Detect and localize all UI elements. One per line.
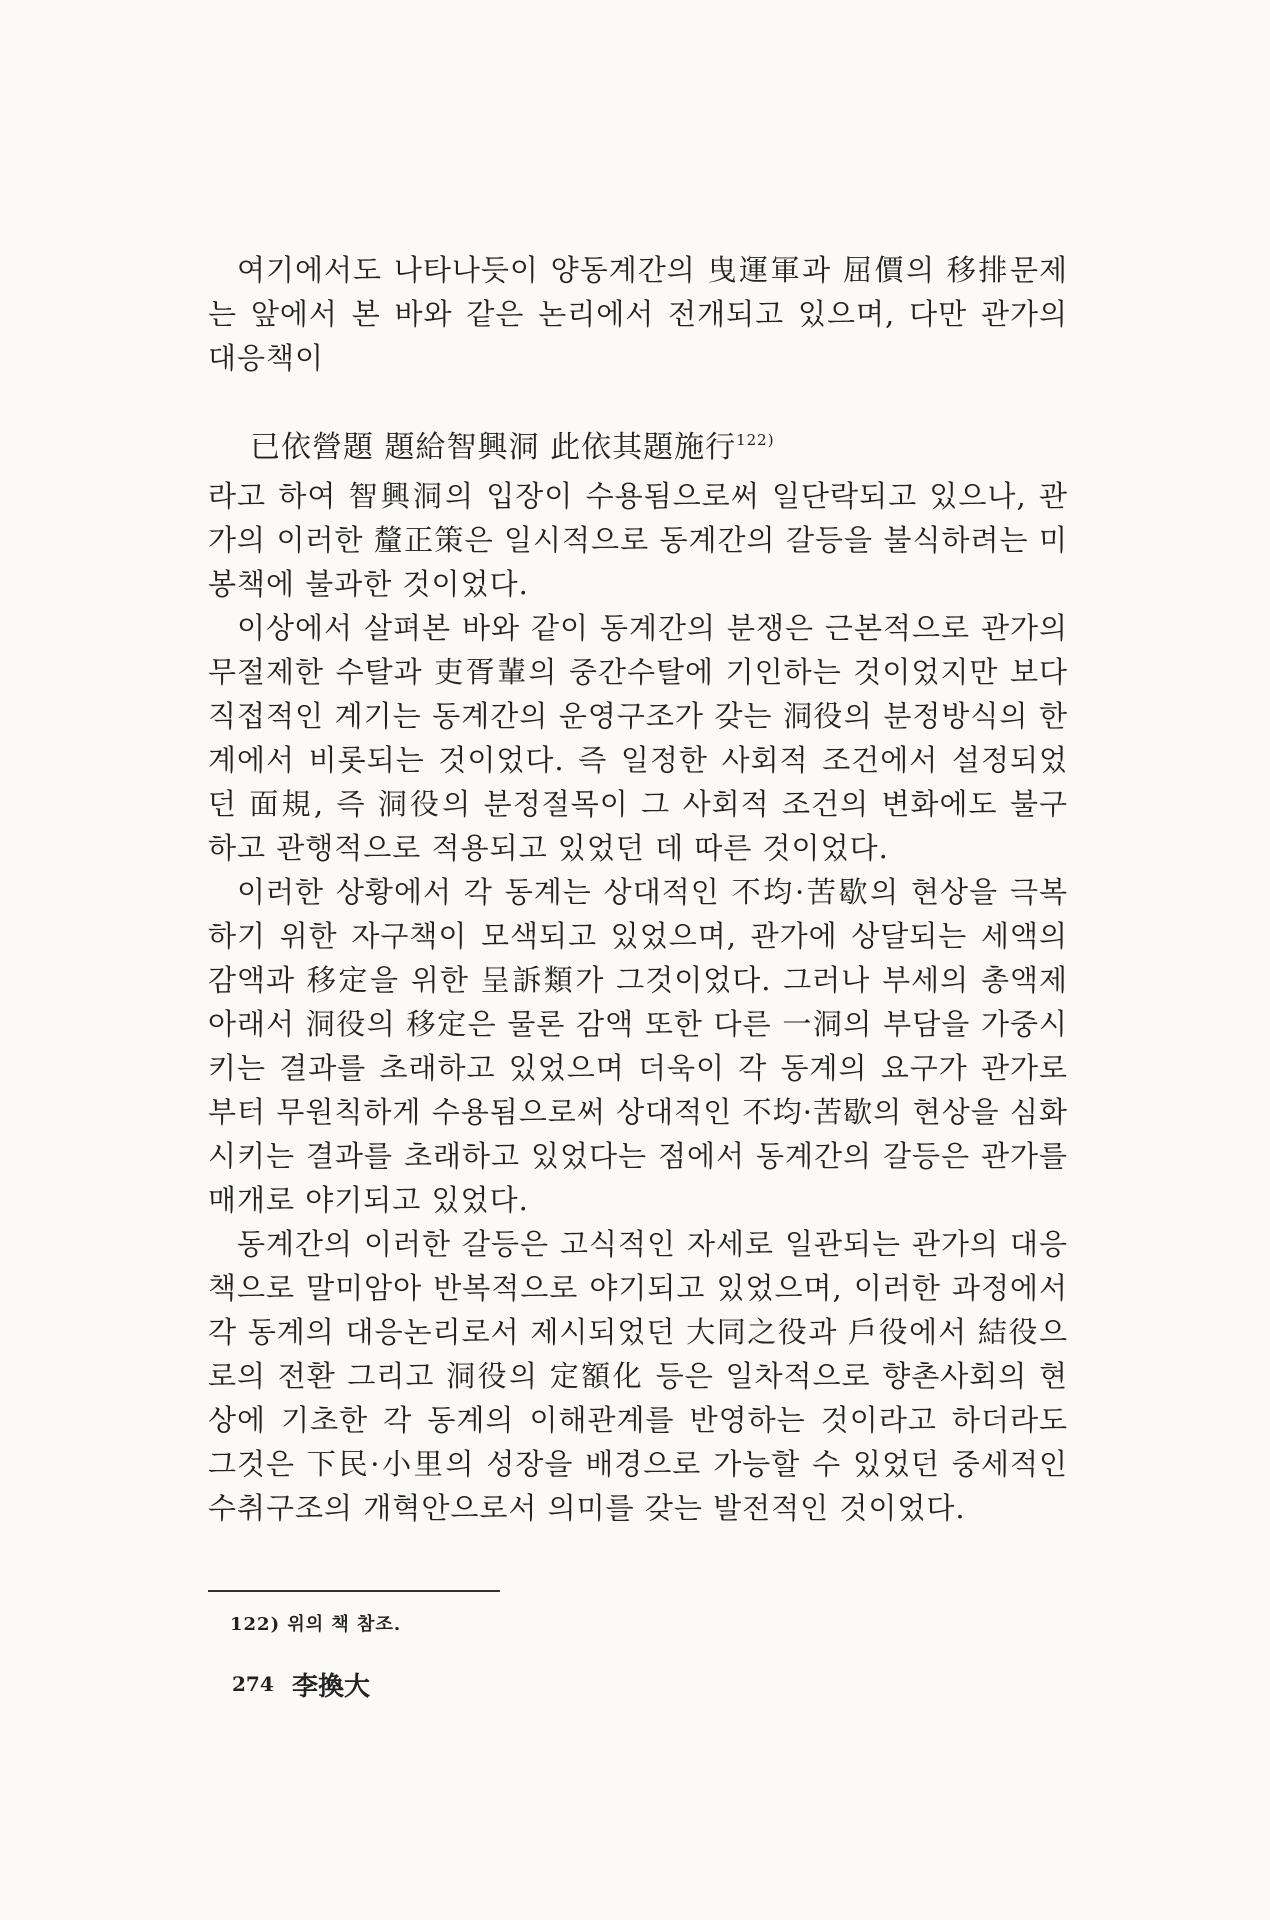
page-number: 274	[232, 1672, 274, 1696]
footnote-ref-122: 122)	[736, 431, 775, 449]
paragraph-5: 동계간의 이러한 갈등은 고식적인 자세로 일관되는 관가의 대응책으로 말미암아 반복적으로 야기되고 있었으며, 이러한 과정에서 각 동계의 대응논리로서 제시되었던 大同之役과 戶役에서 結役으로의 전환 그리고 洞役의 定額化 등은 일차적으로 향촌사회의 현상에 기초한 각 동계의 이해관계를 반영하는 것이라고 하더라도 그것은 下民·小里의 성장을 배경으로 가능할 수 있었던 중세적인 수취구조의 개혁안으로서 의미를 갖는 발전적인 것이었다.	[208, 1227, 1068, 1525]
paragraph-2: 라고 하여 智興洞의 입장이 수용됨으로써 일단락되고 있으나, 관가의 이러한 釐正策은 일시적으로 동계간의 갈등을 불식하려는 미봉책에 불과한 것이었다.	[208, 479, 1068, 601]
quote-text: 已依營題 題給智興洞 此依其題施行	[250, 430, 737, 465]
paragraph-4: 이러한 상황에서 각 동계는 상대적인 不均·苦歇의 현상을 극복하기 위한 자구책이 모색되고 있었으며, 관가에 상달되는 세액의 감액과 移定을 위한 呈訴類가 그것이었다. 그러나 부세의 총액제 아래서 洞役의 移定은 물론 감액 또한 다른 一洞의 부담을 가중시키는 결과를 초래하고 있었으며 더욱이 각 동계의 요구가 관가로부터 무원칙하게 수용됨으로써 상대적인 不均·苦歇의 현상을 심화시키는 결과를 초래하고 있었다는 점에서 동계간의 갈등은 관가를 매개로 야기되고 있었다.	[208, 875, 1068, 1217]
body-text	[208, 474, 1068, 1530]
footnote-122: 122) 위의 책 참조.	[230, 1614, 402, 1635]
paragraph-3: 이상에서 살펴본 바와 같이 동계간의 분쟁은 근본적으로 관가의 무절제한 수탈과 吏胥輩의 중간수탈에 기인하는 것이었지만 보다 직접적인 계기는 동계간의 운영구조가 갖는 洞役의 분정방식의 한계에서 비롯되는 것이었다. 즉 일정한 사회적 조건에서 설정되었던 面規, 즉 洞役의 분정절목이 그 사회적 조건의 변화에도 불구하고 관행적으로 적용되고 있었던 데 따른 것이었다.	[208, 611, 1068, 865]
quoted-text	[250, 422, 775, 466]
paragraph-1: 여기에서도 나타나듯이 양동계간의 曳運軍과 屈價의 移排문제는 앞에서 본 바와 같은 논리에서 전개되고 있으며, 다만 관가의 대응책이	[208, 253, 1068, 375]
footnote-divider	[208, 1590, 500, 1592]
paragraph-intro	[208, 248, 1068, 380]
running-author: 李換大	[292, 1672, 371, 1702]
